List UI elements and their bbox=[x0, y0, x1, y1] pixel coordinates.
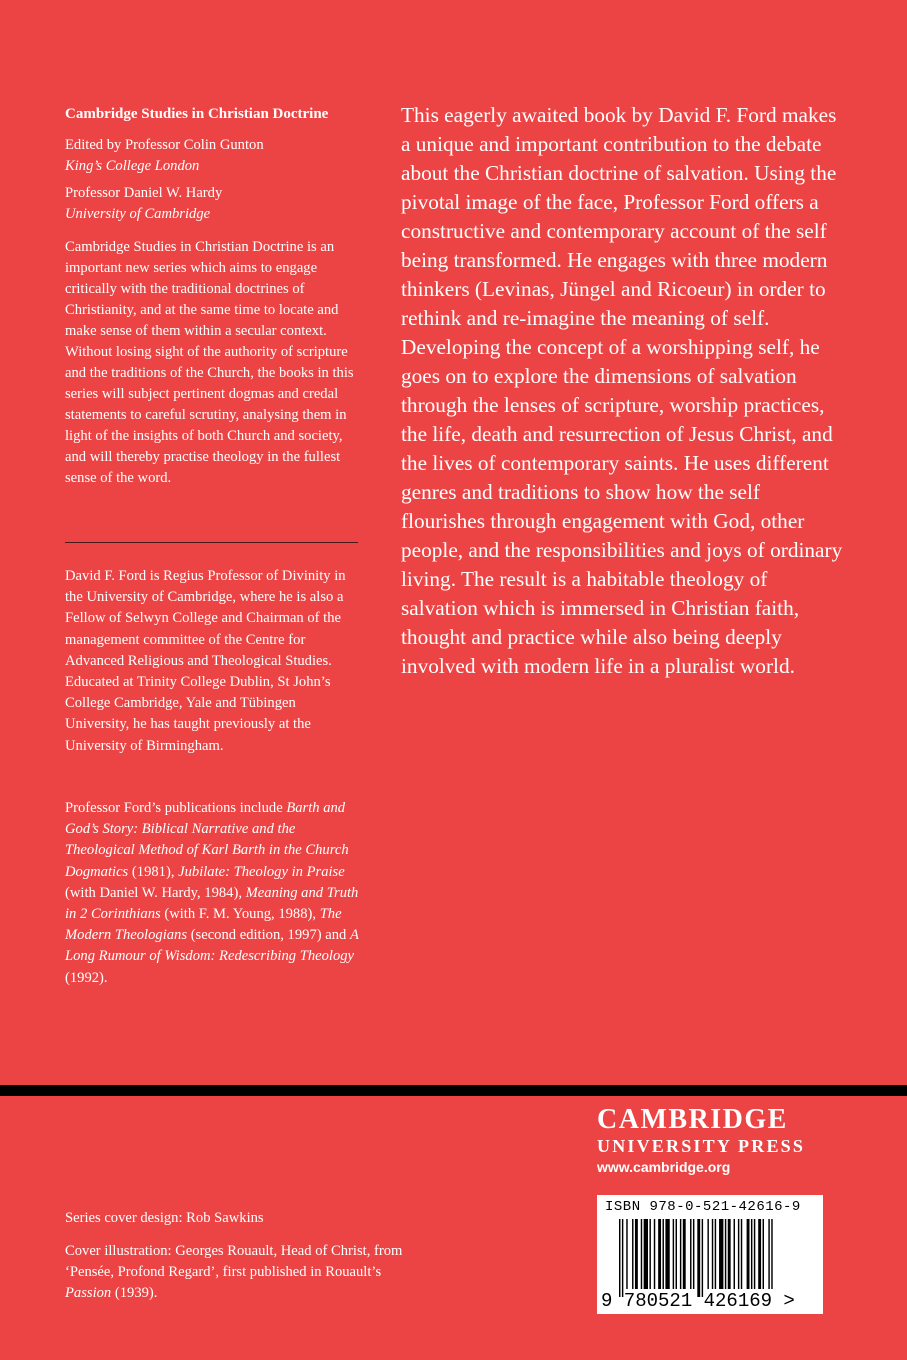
book-blurb: This eagerly awaited book by David F. Ford makes a unique and important contribution to the debate about the Christian doctrine of salvation. Using the pivotal image of the face, Professor Ford offers a constructive and contemporary account of the self being transformed. He engages with three modern thinkers (Levinas, Jüngel and Ricoeur) in order to rethink and re-imagine the meaning of self. Developing the concept of a worshipping self, he goes on to explore the dimensions of salvation through the lenses of scripture, worship practices, the life, death and resurrection of Jesus Christ, and the lives of contemporary saints. He uses different genres and traditions to show how the self flourishes through engagement with God, other people, and the responsibilities and joys of ordinary living. The result is a habitable theology of salvation which is immersed in Christian faith, thought and practice while also being deeply involved with modern life in a pluralist world. bbox=[401, 103, 843, 678]
barcode-bar bbox=[715, 1219, 716, 1289]
series-description: Cambridge Studies in Christian Doctrine is an important new series which aims to engage critically with the traditional doctrines of Christianity, and at the same time to locate and make sense of them within a secular context. Without losing sight of the authority of scripture and the traditions of the Church, the books in this series will subject pertinent dogmas and credal statements to careful scrutiny, analysing them in light of the insights of both Church and society, and will thereby practise theology in the fullest sense of the word. bbox=[65, 239, 354, 486]
illustration-year: (1939). bbox=[114, 1285, 158, 1301]
publication-title: Jubilate: Theology in Praise bbox=[178, 863, 345, 880]
publication-title: A Long Rumour of Wisdom: Redescribing Theology bbox=[65, 927, 359, 965]
publisher-subtitle: UNIVERSITY PRESS bbox=[597, 1136, 806, 1156]
barcode-bar bbox=[758, 1219, 761, 1289]
barcode-bar bbox=[728, 1219, 731, 1289]
author-publications bbox=[65, 798, 360, 989]
barcode-bar bbox=[658, 1219, 661, 1289]
author-bio: David F. Ford is Regius Professor of Divinity in the University of Cambridge, where he is also a Fellow of Selwyn College and Chairman of the management committee of the Centre for Advanced Religious and Theological Studies. Educated at Trinity College Dublin, St John’s College Cambridge, Yale and Tübingen University, he has taught previously at the University of Birmingham. bbox=[65, 568, 346, 754]
barcode-bar bbox=[665, 1219, 669, 1289]
barcode-bar bbox=[693, 1219, 694, 1289]
barcode-bar bbox=[702, 1219, 703, 1297]
barcode-bar bbox=[644, 1219, 648, 1289]
illustration-text: Cover illustration: Georges Rouault, Head of Christ, from ‘Pensée, Profond Regard’, first published in Rouault’s bbox=[65, 1243, 403, 1280]
series-info bbox=[65, 104, 360, 489]
barcode-bar bbox=[635, 1219, 638, 1289]
barcode-bar bbox=[771, 1219, 772, 1289]
barcode-bar bbox=[632, 1219, 633, 1289]
barcode bbox=[597, 1195, 823, 1314]
barcode-bar bbox=[697, 1219, 700, 1297]
publication-meta: (1992). bbox=[65, 969, 108, 986]
barcode-bar bbox=[626, 1219, 627, 1289]
barcode-bar bbox=[673, 1219, 674, 1289]
editor-2: Professor Daniel W. Hardy bbox=[65, 185, 223, 201]
publication-meta: (with Daniel W. Hardy, 1984), bbox=[65, 884, 242, 901]
publisher-url: www.cambridge.org bbox=[597, 1159, 731, 1175]
publication-title: The Modern Theologians bbox=[65, 906, 342, 944]
barcode-bar bbox=[676, 1219, 677, 1289]
series-title: Cambridge Studies in Christian Doctrine bbox=[65, 106, 329, 122]
barcode-bar bbox=[622, 1219, 623, 1297]
publisher-logo bbox=[597, 1105, 825, 1175]
barcode-bar bbox=[690, 1219, 691, 1289]
publication-meta: (second edition, 1997) and bbox=[190, 927, 347, 944]
publication-title: Meaning and Truth in 2 Corinthians bbox=[65, 884, 359, 923]
barcode-bar bbox=[763, 1219, 764, 1289]
cover-credits bbox=[65, 1208, 405, 1304]
barcode-bar bbox=[707, 1219, 708, 1289]
publication-meta: (1981), bbox=[131, 863, 175, 880]
ean-digits: 9 780521 426169 > bbox=[601, 1290, 795, 1312]
publication-meta: (with F. M. Young, 1988), bbox=[164, 906, 317, 923]
barcode-bar bbox=[768, 1219, 769, 1289]
black-band bbox=[0, 1085, 907, 1096]
barcode-bar bbox=[719, 1219, 723, 1289]
barcode-bar bbox=[747, 1219, 750, 1289]
editor-1: Edited by Professor Colin Gunton bbox=[65, 137, 264, 153]
editor-2-affiliation: University of Cambridge bbox=[65, 206, 211, 222]
barcode-bar bbox=[725, 1219, 726, 1289]
barcode-bar bbox=[619, 1219, 620, 1297]
barcode-bar bbox=[654, 1219, 655, 1289]
isbn-label: ISBN 978-0-521-42616-9 bbox=[605, 1199, 801, 1215]
illustration-credit bbox=[65, 1241, 405, 1304]
barcode-bar bbox=[712, 1219, 713, 1289]
publication-title: Barth and God’s Story: Biblical Narrative and the Theological Method of Karl Barth in the Church Dogmatics bbox=[65, 800, 349, 880]
design-credit: Series cover design: Rob Sawkins bbox=[65, 1210, 264, 1226]
publisher-name: CAMBRIDGE bbox=[597, 1104, 788, 1135]
barcode-bar bbox=[641, 1219, 642, 1289]
barcode-bar bbox=[683, 1219, 686, 1289]
barcode-bar bbox=[741, 1219, 742, 1289]
barcode-bar bbox=[734, 1219, 735, 1289]
barcode-bar bbox=[663, 1219, 664, 1289]
editor-1-affiliation: King’s College London bbox=[65, 158, 200, 174]
section-divider bbox=[65, 542, 358, 543]
barcode-bar bbox=[754, 1219, 755, 1289]
barcode-bar bbox=[751, 1219, 752, 1289]
illustration-work: Passion bbox=[65, 1285, 112, 1301]
pubs-intro: Professor Ford’s publications include bbox=[65, 800, 283, 816]
barcode-bar bbox=[738, 1219, 739, 1289]
barcode-bar bbox=[649, 1219, 650, 1289]
barcode-bar bbox=[680, 1219, 681, 1289]
